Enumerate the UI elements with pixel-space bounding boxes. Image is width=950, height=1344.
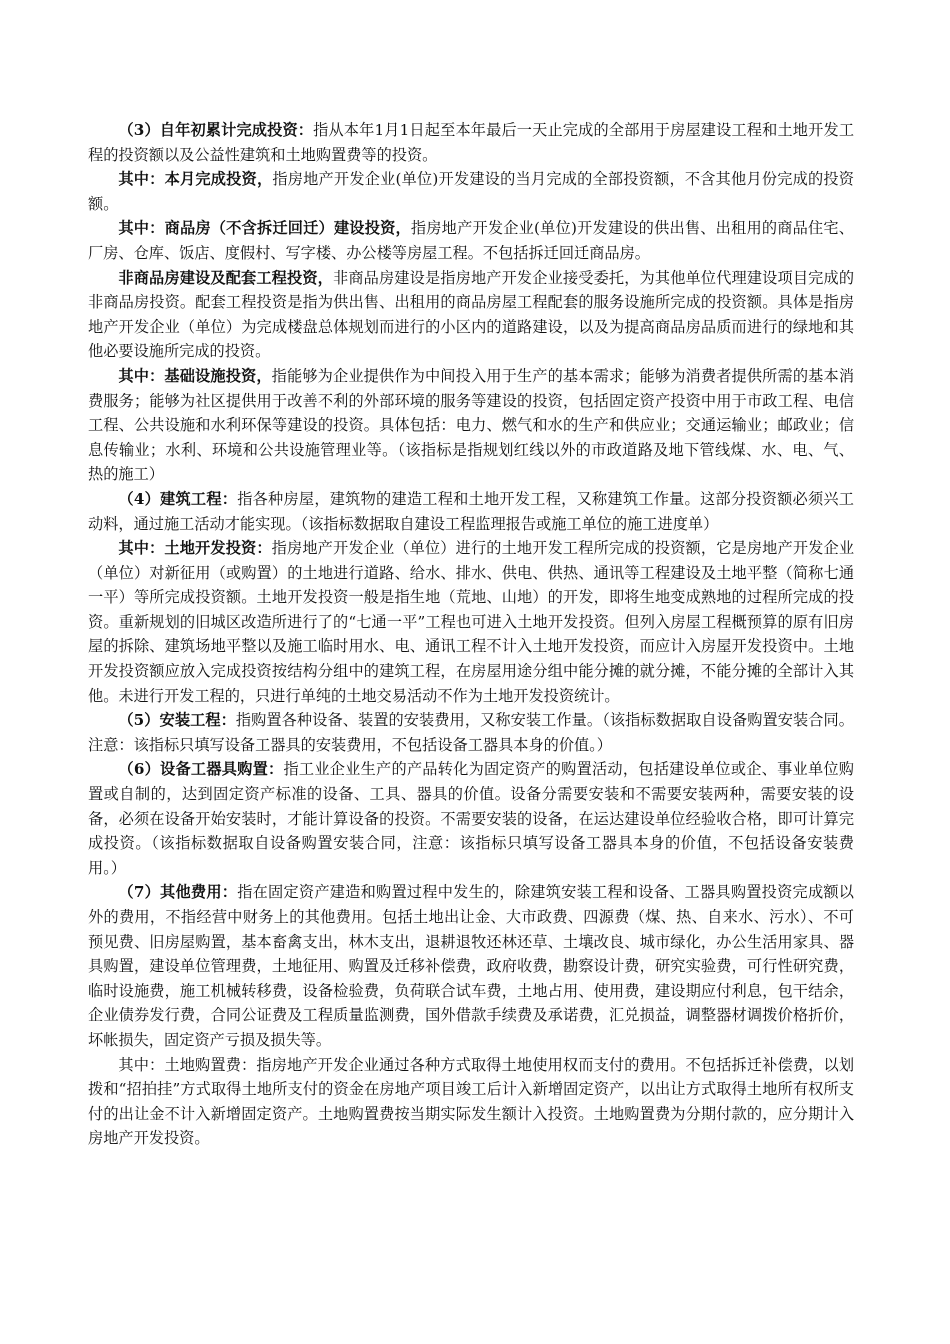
paragraph-lead: （6）设备工器具购置： (118, 760, 284, 779)
paragraph-installation-works (88, 708, 854, 757)
paragraph-lead: （7）其他费用： (118, 883, 238, 902)
paragraph-land-purchase (88, 1053, 854, 1151)
paragraph-lead: 其中：本月完成投资， (118, 170, 273, 189)
paragraph-lead: 其中：土地开发投资： (118, 539, 272, 558)
paragraph-lead: 非商品房建设及配套工程投资， (118, 268, 333, 287)
paragraph-equipment-purchase (88, 757, 854, 880)
paragraph-text: 指在固定资产建造和购置过程中发生的，除建筑安装工程和设备、工器具购置投资完成额以外的费用，不指经营中财务上的其他费用。包括土地出让金、大市政费、四源费（煤、热、自来水、污水）、不可预见费、旧房屋购置，基本畜禽支出，林木支出，退耕退牧还林还草、土壤改良、城市绿化，办公生活用家具、器具购置，建设单位管理费，土地征用、购置及迁移补偿费，政府收费，勘察设计费，研究实验费，可行性研究费，临时设施费，施工机械转移费，设备检验费，负荷联合试车费，土地占用、使用费，建设期应付利息，包干结余，企业债券发行费，合同公证费及工程质量监测费，国外借款手续费及承诺费，汇兑损益，调整器材调拨价格折价，坏帐损失，固定资产亏损及损失等。 (88, 883, 854, 1049)
paragraph-text: 指房地产开发企业（单位）进行的土地开发工程所完成的投资额，它是房地产开发企业（单位）对新征用（或购置）的土地进行道路、给水、排水、供电、供热、通讯等工程建设及土地平整（简称七通一平）等所完成投资额。土地开发投资一般是指生地（荒地、山地）的开发，即将生地变成熟地的过程所完成的投资。重新规划的旧城区改造所进行了的“七通一平”工程也可进入土地开发投资。但列入房屋工程概预算的原有旧房屋的拆除、建筑场地平整以及施工临时用水、电、通讯工程不计入土地开发投资，而应计入房屋开发投资中。土地开发投资额应放入完成投资按结构分组中的建筑工程，在房屋用途分组中能分摊的就分摊，不能分摊的全部计入其他。未进行开发工程的，只进行单纯的土地交易活动不作为土地开发投资统计。 (88, 539, 854, 705)
paragraph-text: 指房地产开发企业(单位)开发建设的当月完成的全部投资额，不含其他月份完成的投资额。 (88, 170, 854, 213)
paragraph-text: 指购置各种设备、装置的安装费用，又称安装工作量。（该指标数据取自设备购置安装合同。注意：该指标只填写设备工器具的安装费用，不包括设备工器具本身的价值。） (88, 711, 854, 754)
paragraph-lead: （3）自年初累计完成投资： (118, 121, 314, 139)
paragraph-infrastructure (88, 364, 854, 487)
paragraph-text: 指能够为企业提供作为中间投入用于生产的基本需求；能够为消费者提供所需的基本消费服务；能够为社区提供用于改善不利的外部环境的服务等建设的投资，包括固定资产投资中用于市政工程、电信工程、公共设施和水利环保等建设的投资。具体包括：电力、燃气和水的生产和供应业；交通运输业；邮政业；信息传输业；水利、环境和公共设施管理业等。（该指标是指规划红线以外的市政道路及地下管线煤、水、电、气、热的施工） (88, 366, 854, 484)
paragraph-construction-works (88, 487, 854, 536)
paragraph-lead: （5）安装工程： (118, 711, 236, 730)
paragraph-non-commercial-housing (88, 266, 854, 364)
paragraph-lead: 其中：基础设施投资， (118, 366, 272, 385)
paragraph-lead: （4）建筑工程： (118, 489, 238, 508)
document-body (88, 118, 854, 1151)
paragraph-cumulative-investment (88, 118, 854, 167)
paragraph-text: 指工业企业生产的产品转化为固定资产的购置活动，包括建设单位或企、事业单位购置或自制的，达到固定资产标准的设备、工具、器具的价值。设备分需要安装和不需要安装两种，需要安装的设备，必须在设备开始安装时，才能计算设备的投资。不需要安装的设备，在运达建设单位经验收合格，即可计算完成投资。（该指标数据取自设备购置安装合同，注意：该指标只填写设备工器具本身的价值，不包括设备安装费用。） (88, 760, 854, 877)
paragraph-text: 指房地产开发企业(单位)开发建设的供出售、出租用的商品住宅、厂房、仓库、饭店、度假村、写字楼、办公楼等房屋工程。不包括拆迁回迁商品房。 (88, 219, 854, 262)
paragraph-text: 指各种房屋，建筑物的建造工程和土地开发工程，又称建筑工作量。这部分投资额必须兴工动料，通过施工活动才能实现。（该指标数据取自建设工程监理报告或施工单位的施工进度单） (88, 489, 854, 533)
paragraph-lead: 其中：商品房（不含拆迁回迁）建设投资， (118, 219, 411, 238)
paragraph-other-expenses (88, 880, 854, 1052)
paragraph-commercial-housing (88, 216, 854, 265)
paragraph-text: 指从本年1月1日起至本年最后一天止完成的全部用于房屋建设工程和土地开发工程的投资额以及公益性建筑和土地购置费等的投资。 (88, 121, 855, 164)
paragraph-land-development (88, 536, 854, 708)
paragraph-text: 其中：土地购置费：指房地产开发企业通过各种方式取得土地使用权而支付的费用。不包括拆迁补偿费，以划拨和“招拍挂”方式取得土地所支付的资金在房地产项目竣工后计入新增固定资产，以出让方式取得土地所有权所支付的出让金不计入新增固定资产。土地购置费按当期实际发生额计入投资。土地购置费为分期付款的，应分期计入房地产开发投资。 (88, 1055, 854, 1148)
paragraph-monthly-investment (88, 167, 854, 216)
paragraph-text: 非商品房建设是指房地产开发企业接受委托，为其他单位代理建设项目完成的非商品房投资。配套工程投资是指为供出售、出租用的商品房屋工程配套的服务设施所完成的投资额。具体是指房地产开发企业（单位）为完成楼盘总体规划而进行的小区内的道路建设，以及为提高商品房品质而进行的绿地和其他必要设施所完成的投资。 (88, 268, 854, 361)
